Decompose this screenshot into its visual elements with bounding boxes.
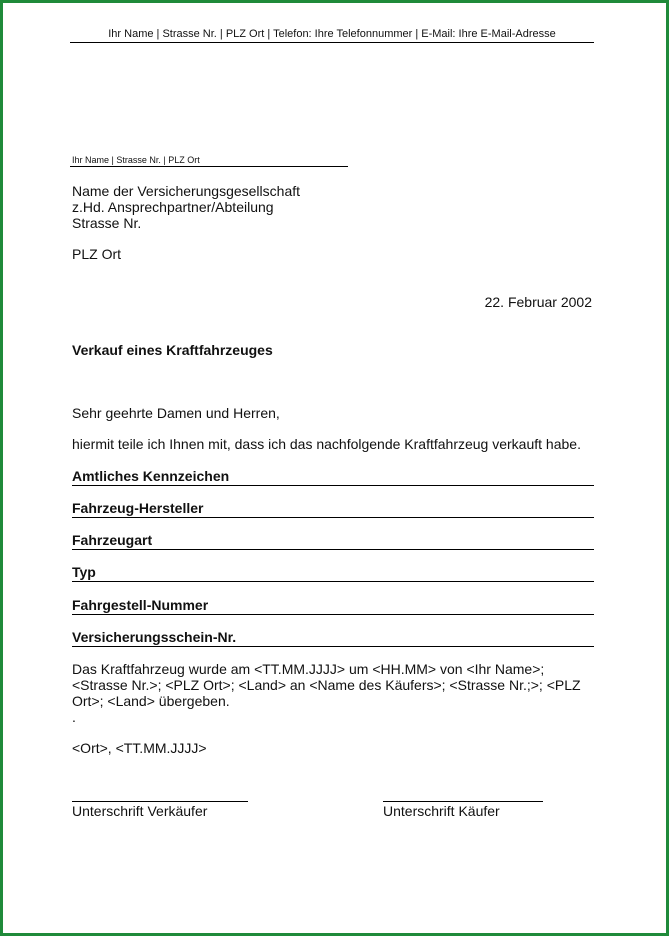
field-vehicle-type: Fahrzeugart [72, 532, 594, 550]
header-contact-line: Ihr Name | Strasse Nr. | PLZ Ort | Telefon: Ihre Telefonnummer | E-Mail: Ihre E-Mail-Adresse [70, 27, 594, 43]
handover-dot: . [72, 709, 76, 725]
salutation: Sehr geehrte Damen und Herren, [72, 405, 280, 421]
buyer-signature-label: Unterschrift Käufer [383, 803, 500, 819]
sender-return-address: Ihr Name | Strasse Nr. | PLZ Ort [70, 154, 348, 167]
recipient-address [72, 183, 300, 231]
field-model: Typ [72, 564, 594, 582]
field-license-plate: Amtliches Kennzeichen [72, 468, 594, 486]
seller-signature-label: Unterschrift Verkäufer [72, 803, 208, 819]
recipient-street: Strasse Nr. [72, 215, 142, 231]
recipient-city: PLZ Ort [72, 246, 122, 262]
field-chassis-number: Fahrgestell-Nummer [72, 597, 594, 615]
letter-subject: Verkauf eines Kraftfahrzeuges [72, 342, 273, 358]
recipient-company: Name der Versicherungsgesellschaft [72, 183, 301, 199]
letter-date: 22. Februar 2002 [484, 294, 592, 310]
buyer-signature-line [383, 801, 543, 802]
handover-text: Das Kraftfahrzeug wurde am <TT.MM.JJJJ> um <HH.MM> von <Ihr Name>; <Strasse Nr.>; <PLZ Ort>; <Land> an <Name des Käufers>; <Strasse Nr.;>; <PLZ Ort>; <Land> übergeben. [72, 661, 581, 709]
field-manufacturer: Fahrzeug-Hersteller [72, 500, 594, 518]
recipient-attention: z.Hd. Ansprechpartner/Abteilung [72, 199, 274, 215]
intro-text: hiermit teile ich Ihnen mit, dass ich das nachfolgende Kraftfahrzeug verkauft habe. [72, 436, 581, 452]
place-date: <Ort>, <TT.MM.JJJJ> [72, 740, 207, 756]
seller-signature-line [72, 801, 248, 802]
field-insurance-number: Versicherungsschein-Nr. [72, 629, 594, 647]
